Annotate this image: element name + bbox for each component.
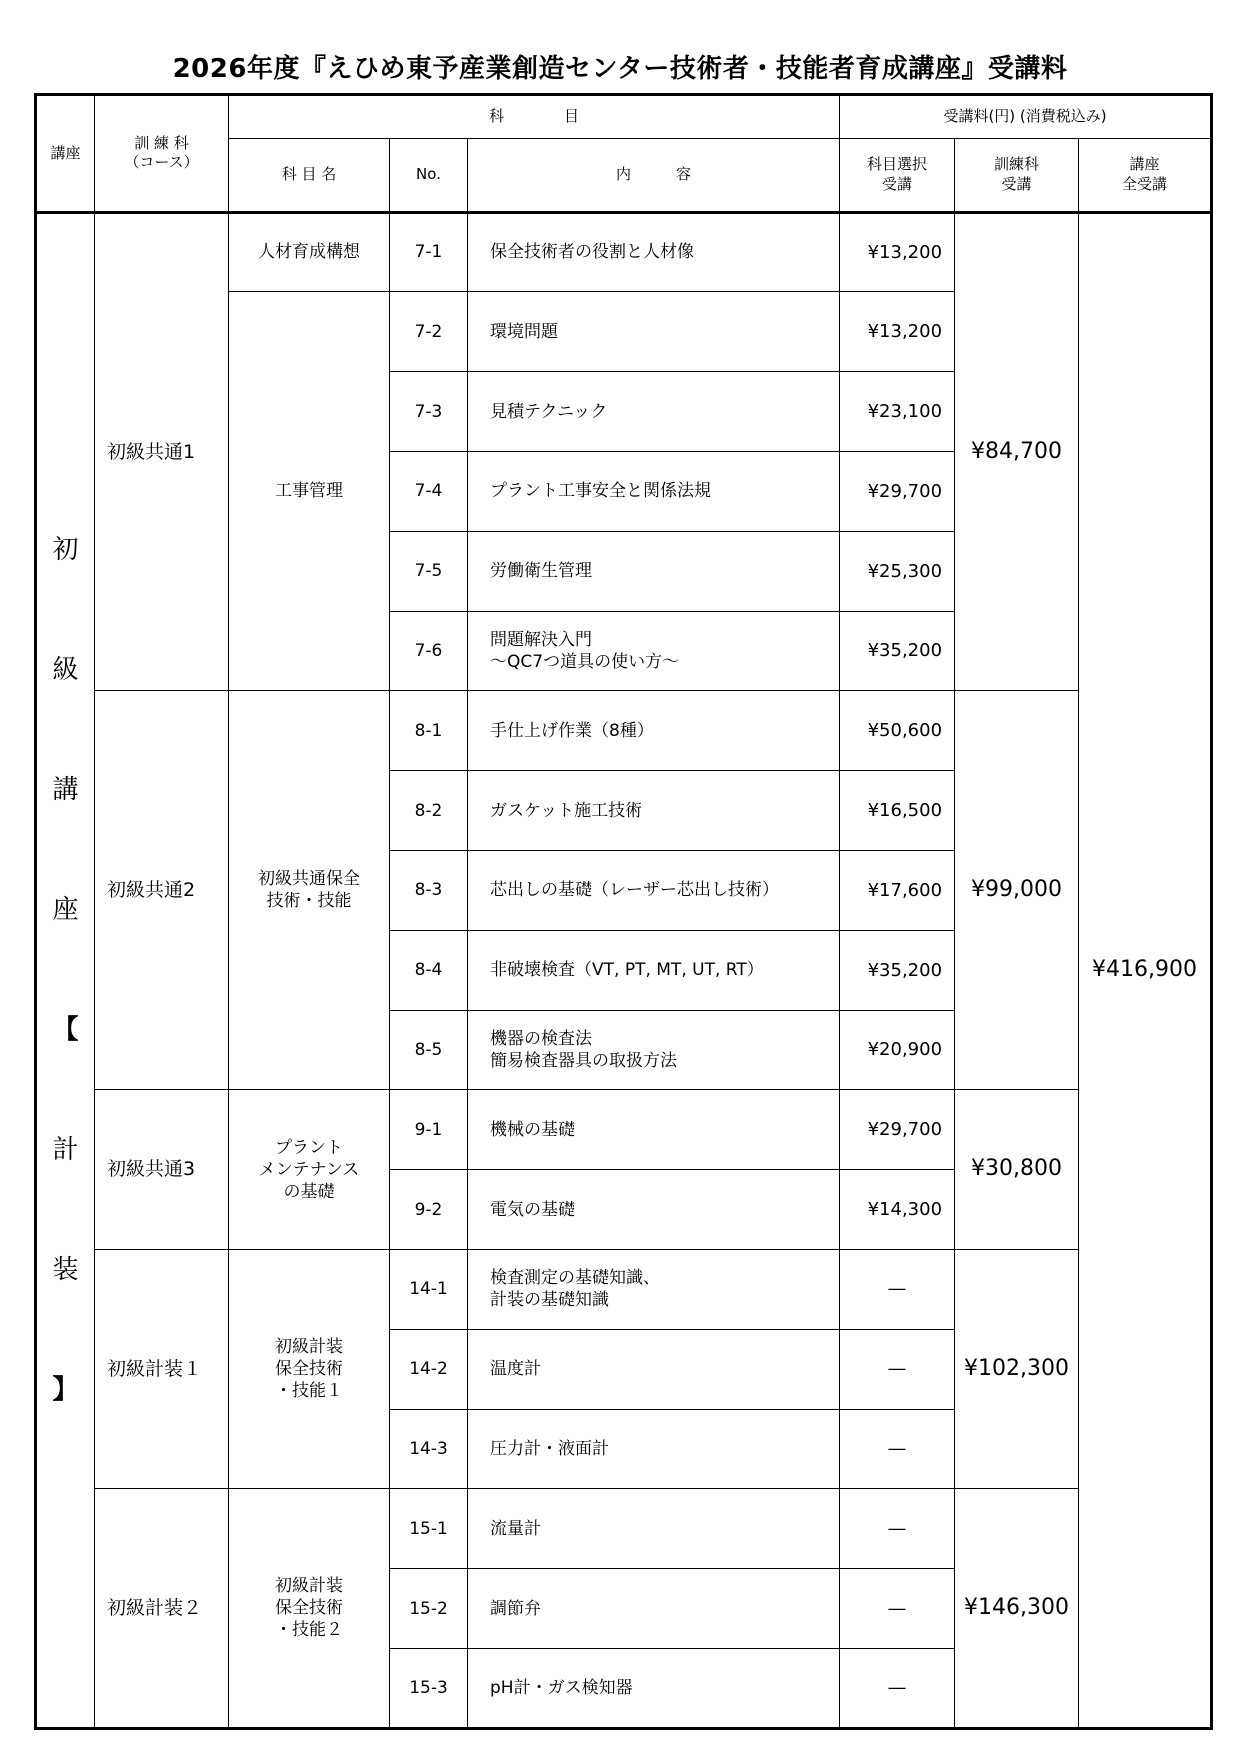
subject-name: プラント メンテナンス の基礎 bbox=[229, 1090, 390, 1250]
subject-name: 人材育成構想 bbox=[229, 212, 390, 292]
item-content: プラント工事安全と関係法規 bbox=[468, 452, 840, 532]
header-kamoku: 科 目 bbox=[229, 95, 840, 139]
item-no: 15-1 bbox=[390, 1489, 468, 1569]
item-fee: ¥29,700 bbox=[840, 1090, 955, 1170]
course-fee: ¥84,700 bbox=[955, 212, 1079, 691]
subject-name: 工事管理 bbox=[229, 292, 390, 691]
course-fee: ¥99,000 bbox=[955, 691, 1079, 1090]
header-naiyou: 内 容 bbox=[468, 138, 840, 212]
course-fee: ¥30,800 bbox=[955, 1090, 1079, 1250]
item-content: 保全技術者の役割と人材像 bbox=[468, 212, 840, 292]
item-content: 芯出しの基礎（レーザー芯出し技術） bbox=[468, 851, 840, 931]
item-no: 9-1 bbox=[390, 1090, 468, 1170]
item-content: pH計・ガス検知器 bbox=[468, 1648, 840, 1728]
item-no: 8-5 bbox=[390, 1010, 468, 1090]
item-content: 流量計 bbox=[468, 1489, 840, 1569]
item-fee: ¥25,300 bbox=[840, 531, 955, 611]
item-fee: ― bbox=[840, 1569, 955, 1649]
item-no: 7-2 bbox=[390, 292, 468, 372]
header-kamoku-name: 科 目 名 bbox=[229, 138, 390, 212]
item-fee: ¥16,500 bbox=[840, 771, 955, 851]
item-content: 検査測定の基礎知識、 計装の基礎知識 bbox=[468, 1250, 840, 1330]
item-no: 7-1 bbox=[390, 212, 468, 292]
table-row bbox=[36, 1090, 1212, 1170]
course-name: 初級共通2 bbox=[95, 691, 229, 1090]
item-fee: ¥29,700 bbox=[840, 452, 955, 532]
course-fee: ¥102,300 bbox=[955, 1250, 1079, 1489]
course-name: 初級計装２ bbox=[95, 1489, 229, 1729]
course-name: 初級共通3 bbox=[95, 1090, 229, 1250]
table-row bbox=[36, 212, 1212, 292]
item-content: 非破壊検査（VT, PT, MT, UT, RT） bbox=[468, 930, 840, 1010]
page-title: 2026年度『えひめ東予産業創造センター技術者・技能者育成講座』受講料 bbox=[172, 54, 1068, 84]
item-fee: ¥14,300 bbox=[840, 1170, 955, 1250]
item-no: 9-2 bbox=[390, 1170, 468, 1250]
item-fee: ― bbox=[840, 1409, 955, 1489]
item-no: 14-3 bbox=[390, 1409, 468, 1489]
fee-table bbox=[34, 93, 1213, 1730]
item-fee: ¥13,200 bbox=[840, 292, 955, 372]
header-no: No. bbox=[390, 138, 468, 212]
kouza-name-char: 級 bbox=[52, 655, 79, 686]
kouza-name-char: 】 bbox=[52, 1375, 79, 1406]
item-no: 15-3 bbox=[390, 1648, 468, 1728]
item-no: 8-3 bbox=[390, 851, 468, 931]
item-content: 問題解決入門 ～QC7つ道具の使い方～ bbox=[468, 611, 840, 691]
kouza-name-char: 計 bbox=[52, 1135, 79, 1166]
item-fee: ― bbox=[840, 1329, 955, 1409]
subject-name: 初級計装 保全技術 ・技能１ bbox=[229, 1250, 390, 1489]
item-no: 15-2 bbox=[390, 1569, 468, 1649]
item-no: 7-3 bbox=[390, 372, 468, 452]
item-no: 8-2 bbox=[390, 771, 468, 851]
item-content: 手仕上げ作業（8種） bbox=[468, 691, 840, 771]
header-all-fee: 講座 全受講 bbox=[1079, 138, 1212, 212]
header-fee-group: 受講料(円) (消費税込み) bbox=[840, 95, 1212, 139]
item-no: 8-1 bbox=[390, 691, 468, 771]
item-content: 機器の検査法 簡易検査器具の取扱方法 bbox=[468, 1010, 840, 1090]
header-course-fee: 訓練科 受講 bbox=[955, 138, 1079, 212]
item-fee: ― bbox=[840, 1648, 955, 1728]
kouza-total-fee: ¥416,900 bbox=[1079, 212, 1212, 1728]
item-no: 14-2 bbox=[390, 1329, 468, 1409]
item-content: 機械の基礎 bbox=[468, 1090, 840, 1170]
course-name: 初級共通1 bbox=[95, 212, 229, 691]
item-content: 労働衛生管理 bbox=[468, 531, 840, 611]
item-content: 調節弁 bbox=[468, 1569, 840, 1649]
item-content: 環境問題 bbox=[468, 292, 840, 372]
table-row bbox=[36, 1489, 1212, 1569]
course-name: 初級計装１ bbox=[95, 1250, 229, 1489]
item-content: 見積テクニック bbox=[468, 372, 840, 452]
kouza-name-char: 座 bbox=[52, 895, 79, 926]
item-fee: ― bbox=[840, 1489, 955, 1569]
kouza-name-char: 初 bbox=[52, 535, 79, 566]
item-no: 14-1 bbox=[390, 1250, 468, 1330]
header-kunrenka: 訓 練 科 （コース） bbox=[95, 95, 229, 213]
item-fee: ¥17,600 bbox=[840, 851, 955, 931]
item-content: ガスケット施工技術 bbox=[468, 771, 840, 851]
kouza-name-cell bbox=[36, 212, 95, 1728]
header-select-fee: 科目選択 受講 bbox=[840, 138, 955, 212]
table-row bbox=[36, 691, 1212, 771]
item-no: 7-4 bbox=[390, 452, 468, 532]
header-kouza: 講座 bbox=[36, 95, 95, 213]
item-content: 圧力計・液面計 bbox=[468, 1409, 840, 1489]
kouza-name-char: 講 bbox=[52, 775, 79, 806]
item-fee: ¥13,200 bbox=[840, 212, 955, 292]
table-row bbox=[36, 1250, 1212, 1330]
subject-name: 初級計装 保全技術 ・技能２ bbox=[229, 1489, 390, 1729]
item-fee: ¥20,900 bbox=[840, 1010, 955, 1090]
item-no: 7-5 bbox=[390, 531, 468, 611]
item-fee: ― bbox=[840, 1250, 955, 1330]
item-no: 7-6 bbox=[390, 611, 468, 691]
item-fee: ¥35,200 bbox=[840, 611, 955, 691]
kouza-name-char: 装 bbox=[52, 1255, 79, 1286]
item-content: 温度計 bbox=[468, 1329, 840, 1409]
item-fee: ¥23,100 bbox=[840, 372, 955, 452]
course-fee: ¥146,300 bbox=[955, 1489, 1079, 1729]
kouza-name-char: 【 bbox=[52, 1015, 79, 1046]
item-no: 8-4 bbox=[390, 930, 468, 1010]
item-fee: ¥50,600 bbox=[840, 691, 955, 771]
subject-name: 初級共通保全 技術・技能 bbox=[229, 691, 390, 1090]
item-content: 電気の基礎 bbox=[468, 1170, 840, 1250]
item-fee: ¥35,200 bbox=[840, 930, 955, 1010]
